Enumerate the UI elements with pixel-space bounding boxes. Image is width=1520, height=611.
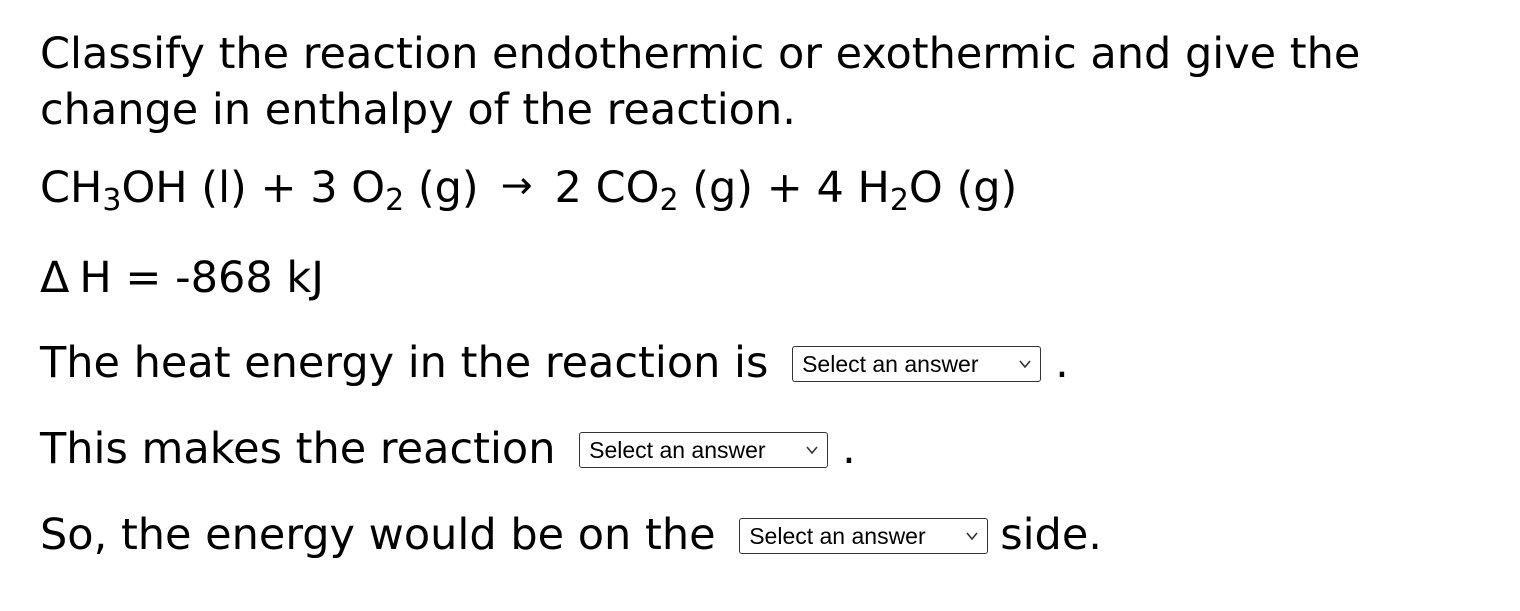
energy-side-label: So, the energy would be on the xyxy=(40,510,716,560)
heat-energy-select[interactable] xyxy=(792,346,1041,382)
prompt-line-1: Classify the reaction endothermic or exothermic and give the xyxy=(40,29,1361,79)
reaction-type-period: . xyxy=(842,424,856,474)
plus-sign-2: + xyxy=(766,163,803,213)
reaction-arrow-icon: → xyxy=(500,163,533,207)
chemical-equation xyxy=(40,158,1480,218)
prompt-line-2: change in enthalpy of the reaction. xyxy=(40,85,796,135)
plus-sign-1: + xyxy=(260,163,297,213)
water-subscript: 2 xyxy=(889,183,909,218)
energy-side-sentence xyxy=(40,504,1480,566)
co2-formula: CO xyxy=(595,163,660,213)
co2-coefficient: 2 xyxy=(554,163,582,213)
oxygen-formula: O xyxy=(351,163,386,213)
reaction-type-select[interactable] xyxy=(579,432,828,468)
water-formula-part2: O xyxy=(908,163,943,213)
enthalpy-value xyxy=(40,248,1480,308)
reaction-type-select-value: Select an answer xyxy=(589,436,766,463)
methanol-subscript: 3 xyxy=(102,183,122,218)
energy-side-select[interactable] xyxy=(739,518,988,554)
water-formula-part1: H xyxy=(857,163,890,213)
energy-side-select-value: Select an answer xyxy=(749,522,926,549)
heat-energy-label: The heat energy in the reaction is xyxy=(40,338,769,388)
oxygen-coefficient: 3 xyxy=(310,163,338,213)
oxygen-state: (g) xyxy=(417,163,479,213)
energy-side-suffix: side. xyxy=(1000,510,1102,560)
methanol-formula-part2: OH (l) xyxy=(121,163,247,213)
delta-icon: Δ xyxy=(40,253,70,303)
reaction-type-sentence xyxy=(40,418,1480,480)
chevron-down-icon xyxy=(805,443,819,457)
water-coefficient: 4 xyxy=(816,163,844,213)
enthalpy-text: H = -868 kJ xyxy=(79,253,324,303)
chevron-down-icon xyxy=(1018,357,1032,371)
heat-energy-sentence xyxy=(40,332,1480,394)
reaction-type-label: This makes the reaction xyxy=(40,424,556,474)
question-prompt xyxy=(40,26,1480,138)
co2-state: (g) xyxy=(692,163,754,213)
question-page xyxy=(40,26,1480,566)
heat-energy-period: . xyxy=(1055,338,1069,388)
co2-subscript: 2 xyxy=(659,183,679,218)
chevron-down-icon xyxy=(965,529,979,543)
oxygen-subscript: 2 xyxy=(385,183,405,218)
water-state: (g) xyxy=(956,163,1018,213)
heat-energy-select-value: Select an answer xyxy=(802,350,979,377)
methanol-formula-part1: CH xyxy=(40,163,103,213)
